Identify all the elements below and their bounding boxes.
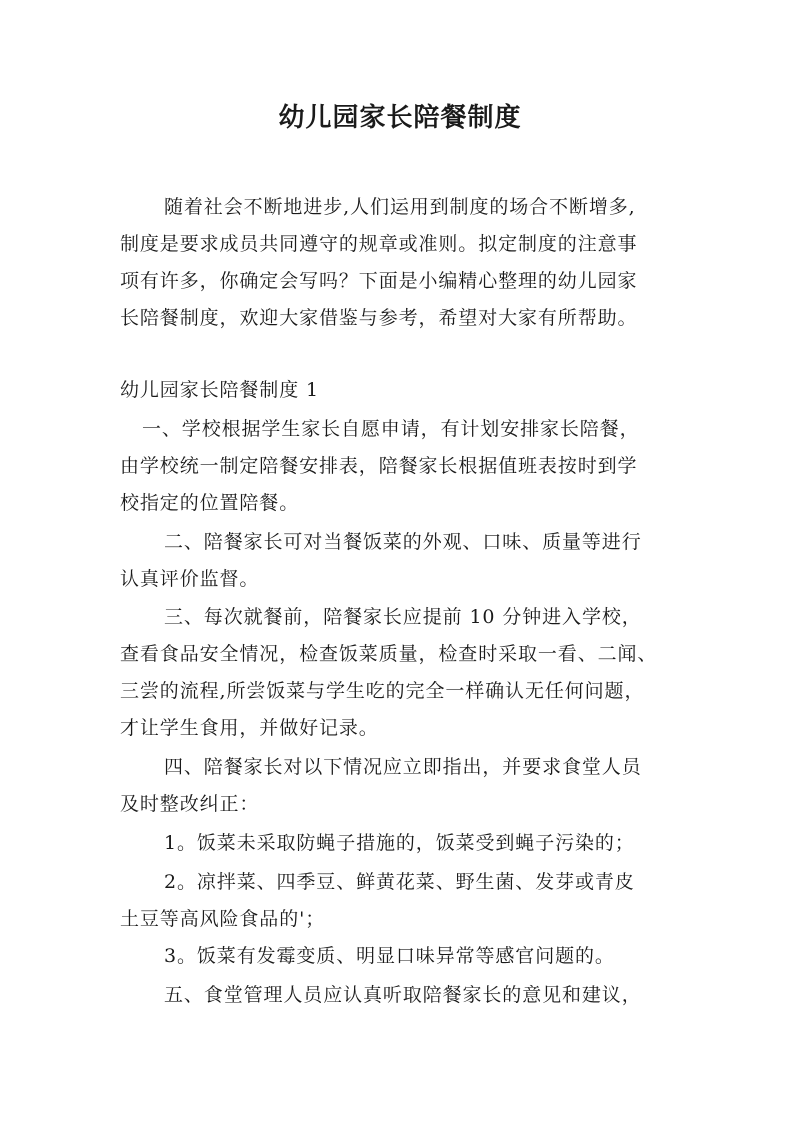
- body-line-11: 及时整改纠正：: [120, 793, 260, 815]
- body-line-13: 2。凉拌菜、四季豆、鲜黄花菜、野生菌、发芽或青皮: [164, 871, 635, 893]
- body-line-5: 认真评价监督。: [120, 568, 260, 590]
- intro-line-3: 项有许多，你确定会写吗？下面是小编精心整理的幼儿园家: [120, 270, 638, 292]
- body-line-6: 三、每次就餐前，陪餐家长应提前 10 分钟进入学校，: [164, 606, 642, 628]
- body-line-15: 3。饭菜有发霉变质、明显口味异常等感官问题的。: [164, 945, 615, 967]
- intro-line-1: 随着社会不断地进步,人们运用到制度的场合不断增多,: [164, 196, 636, 218]
- body-line-7: 查看食品安全情况，检查饭菜质量，检查时采取一看、二闻、: [120, 643, 658, 665]
- body-line-9: 才让学生食用，并做好记录。: [120, 717, 379, 739]
- section-heading: 幼儿园家长陪餐制度 1: [120, 379, 320, 401]
- body-line-3: 校指定的位置陪餐。: [120, 492, 300, 514]
- intro-line-2: 制度是要求成员共同遵守的规章或准则。拟定制度的注意事: [120, 233, 638, 255]
- body-line-4: 二、陪餐家长可对当餐饭菜的外观、口味、质量等进行: [164, 531, 642, 553]
- body-line-16: 五、食堂管理人员应认真听取陪餐家长的意见和建议，: [164, 984, 642, 1006]
- body-line-10: 四、陪餐家长对以下情况应立即指出，并要求食堂人员: [164, 756, 642, 778]
- body-line-2: 由学校统一制定陪餐安排表，陪餐家长根据值班表按时到学: [120, 455, 638, 477]
- body-line-1: 一、学校根据学生家长自愿申请，有计划安排家长陪餐，: [142, 418, 640, 440]
- body-line-12: 1。饭菜未采取防蝇子措施的，饭菜受到蝇子污染的；: [164, 832, 635, 854]
- intro-line-4: 长陪餐制度，欢迎大家借鉴与参考，希望对大家有所帮助。: [120, 307, 638, 329]
- document-title: 幼儿园家长陪餐制度: [278, 103, 522, 133]
- body-line-8: 三尝的流程,所尝饭菜与学生吃的完全一样确认无任何问题，: [120, 680, 645, 702]
- body-line-14: 土豆等高风险食品的'；: [120, 908, 326, 930]
